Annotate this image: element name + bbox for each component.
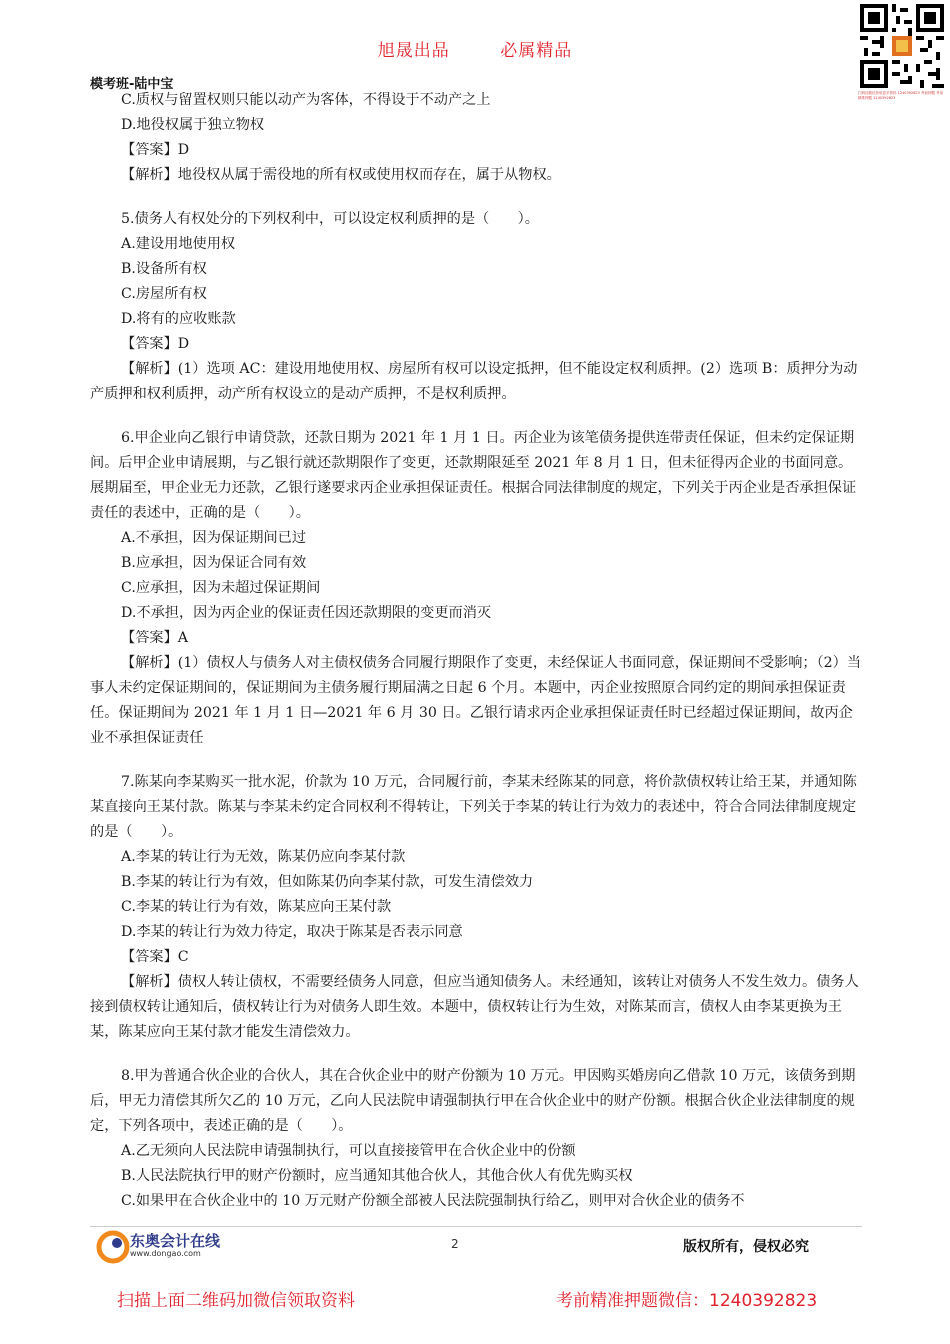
logo-url: www.dongao.com: [130, 1249, 201, 1258]
text-line: 5.债务人有权处分的下列权利中，可以设定权利质押的是（ ）。: [121, 211, 539, 227]
slogan-left: 旭晟出品: [377, 41, 450, 61]
promo-left: 扫描上面二维码加微信领取资料: [117, 1291, 355, 1311]
text-line: 【解析】(1）选项 AC：建设用地使用权、房屋所有权可以设定抵押，但不能设定权利质押。(2）选项 B：质押分为动产质押和权利质押，动产所有权设立的是动产质押，不是权利质押。: [90, 361, 858, 402]
text-line: 【答案】C: [121, 949, 189, 965]
text-line: D.不承担，因为丙企业的保证责任因还款期限的变更而消灭: [121, 605, 492, 621]
text-line: A.李某的转让行为无效，陈某仍应向李某付款: [121, 849, 406, 865]
text-line: 【解析】债权人转让债权，不需要经债务人同意，但应当通知债务人。未经通知，该转让对债务人不发生效力。债务人接到债权转让通知后，债权转让行为对债务人即生效。本题中，债权转让行为生效，对陈某而言，债权人由李某更换为王某，陈某应向王某付款才能发生清偿效力。: [90, 974, 859, 1040]
text-line: B.应承担，因为保证合同有效: [121, 555, 307, 571]
text-line: 【解析】地役权从属于需役地的所有权或使用权而存在，属于从物权。: [121, 167, 561, 183]
paragraph-gap: [90, 1045, 862, 1064]
text-line: C.质权与留置权则只能以动产为客体，不得设于不动产之上: [121, 92, 491, 108]
text-line: C.应承担，因为未超过保证期间: [121, 580, 321, 596]
text-line: C.房屋所有权: [121, 286, 207, 302]
text-line: D.地役权属于独立物权: [121, 117, 265, 133]
paragraph-gap: [90, 407, 862, 426]
text-line: A.不承担，因为保证期间已过: [121, 530, 307, 546]
text-line: B.李某的转让行为有效，但如陈某仍向李某付款，可发生清偿效力: [121, 874, 534, 890]
slogan-right: 必属精品: [500, 41, 573, 61]
course-title: 模考班-陆中宝: [90, 77, 174, 92]
text-line: D.李某的转让行为效力待定，取决于陈某是否表示同意: [121, 924, 463, 940]
paragraph-gap: [90, 188, 862, 207]
text-line: B.设备所有权: [121, 261, 207, 277]
header-slogan: [0, 36, 950, 61]
text-line: C.如果甲在合伙企业中的 10 万元财产份额全部被人民法院强制执行给乙，则甲对合伙企业的债务不: [121, 1193, 745, 1209]
document-body: [90, 88, 862, 1214]
text-line: 【答案】A: [121, 630, 188, 646]
text-line: 【答案】D: [121, 142, 190, 158]
text-line: B.人民法院执行甲的财产份额时，应当通知其他合伙人，其他合伙人有优先购买权: [121, 1168, 633, 1184]
text-line: 8.甲为普通合伙企业的合伙人，其在合伙企业中的财产份额为 10 万元。甲因购买婚房向乙借款 10 万元，该债务到期后，甲无力清偿其所欠乙的 10 万元，乙向人民法院申请强制执行甲在合伙企业中的财产份额。根据合伙企业法律制度的规定，下列各项中，表述正确的是（ ）。: [90, 1068, 856, 1134]
text-line: 【解析】(1）债权人与债务人对主债权债务合同履行期限作了变更，未经保证人书面同意，保证期间不受影响；（2）当事人未约定保证期间的，保证期间为主债务履行期届满之日起 6 个月。本题中，丙企业按照原合同约定的期间承担保证责任。保证期间为 2021 年 1 月 1 日—2021 年 6 月 30 日。乙银行请求丙企业承担保证责任时已经超过保证期间，故丙企业不承担保证责任: [90, 655, 862, 746]
text-line: D.将有的应收账款: [121, 311, 236, 327]
page-number: 2: [451, 1237, 459, 1251]
text-line: A.建设用地使用权: [121, 236, 236, 252]
copyright-notice: 版权所有，侵权必究: [683, 1239, 809, 1255]
footer-divider: [90, 1226, 862, 1227]
text-line: C.李某的转让行为有效，陈某应向王某付款: [121, 899, 392, 915]
promo-right: 考前精准押题微信：1240392823: [556, 1291, 818, 1311]
text-line: 7.陈某向李某购买一批水泥，价款为 10 万元，合同履行前，李某未经陈某的同意，将价款债权转让给王某，并通知陈某直接向王某付款。陈某与李某未约定合同权利不得转让，下列关于李某的转让行为效力的表述中，符合合同法律制度规定的是（ ）。: [90, 774, 857, 840]
qr-note: 扫码加微信获取更多资料 1240392823 考前押题 考前精准押题 1240392823: [858, 91, 944, 100]
paragraph-gap: [90, 751, 862, 770]
logo-name: 东奥会计在线: [130, 1232, 221, 1250]
text-line: 【答案】D: [121, 336, 190, 352]
qr-code-icon: [860, 4, 944, 88]
text-line: A.乙无须向人民法院申请强制执行，可以直接接管甲在合伙企业中的份额: [121, 1143, 576, 1159]
text-line: 6.甲企业向乙银行申请贷款，还款日期为 2021 年 1 月 1 日。丙企业为该笔债务提供连带责任保证，但未约定保证期间。后甲企业申请展期，与乙银行就还款期限作了变更，还款期限延至 2021 年 8 月 1 日，但未征得丙企业的书面同意。展期届至，甲企业无力还款，乙银行遂要求丙企业承担保证责任。根据合同法律制度的规定，下列关于丙企业是否承担保证责任的表述中，正确的是（ ）。: [90, 430, 857, 521]
